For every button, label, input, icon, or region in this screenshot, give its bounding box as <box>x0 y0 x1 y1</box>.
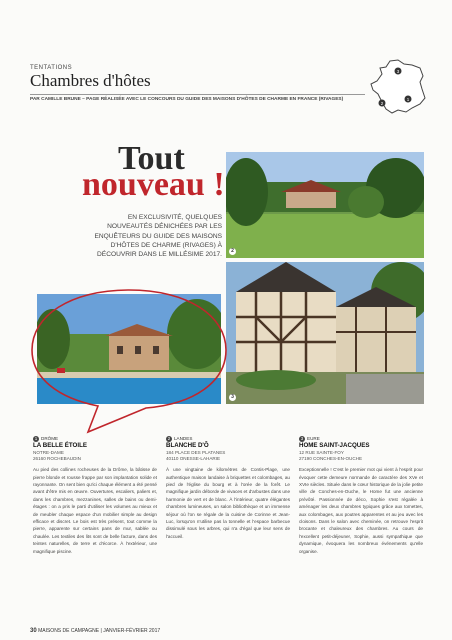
entry-address-line-1: 12 RUE SAINTE-FOY <box>299 450 344 456</box>
photo-home-saint-jacques <box>226 262 424 404</box>
entry-name: BLANCHE D'Ô <box>166 442 209 450</box>
entry-name: LA BELLE ÉTOILE <box>33 442 87 450</box>
entry-region: 1 DRÔME <box>34 436 59 441</box>
intro-text: EN EXCLUSIVITÉ, QUELQUES NOUVEAUTÉS DÉNICHÉES PAR LES ENQUÊTEURS DU GUIDE DES MAISONS D'HÔTES DE CHARME (RIVAGES) À DÉCOUVRIR DANS LE MILLÉSIME 2017. <box>94 214 222 259</box>
issue-date: | JANVIER-FÉVRIER 2017 <box>100 628 161 634</box>
svg-text:2: 2 <box>380 101 384 106</box>
headline-line-2: nouveau ! <box>82 166 225 203</box>
france-map <box>368 58 430 118</box>
map-marker-3 <box>395 68 402 75</box>
garden-house-illustration <box>226 152 424 258</box>
entry-description: À une vingtaine de kilomètres de Contis-Plage, une authentique maison landaise à briquettes et colombages, au pied de l'église du bourg et à l'orée de la forêt. Le magnifique jardin déborde de vivaces et d'arbustes dans une harmonie de vert et de blanc. À l'intérieur, quatre élégantes chambres lumineuses, un salon bibliothèque et un immense séjour où l'on se régale de la cuisine de Corinne et Jean-Luc, lorsqu'on n'utilise pas la tonnelle et l'espace barbecue dissimulé sous les arbres, qui n'a d'égal que leur sens de l'accueil. <box>166 467 290 539</box>
svg-text:1: 1 <box>406 97 410 102</box>
photo-number-badge: 3 <box>229 394 236 401</box>
entry-2 <box>166 436 290 540</box>
callout-bubble <box>28 286 230 436</box>
entry-address-line-2: 26160 ROCHEBAUDIN <box>33 456 81 462</box>
entry-address-line-1: 184 PLACE DES PLATANES <box>166 450 226 456</box>
entry-description: Au pied des collines rocheuses de la Drôme, la bâtisse de pierre blonde et rousse frappe par son implantation solide et rayonnante. On sent bien qu'ici chaque élément a été pensé avant d'être mis en œuvre. Ouvertures, escaliers, paliers et, dans les chambres, mezzanines, salles de bains ou demi-étages : on a pris le parti d'utiliser les volumes au mieux et de meubler chaque espace d'un mobilier simple au design efficace et discret. Le bois est très présent, tout comme la pierre, apparente sur certains pans de mur, sablée ou chaulée. Les textiles des lits sont de belle facture, dans des teintes naturelles, de terre et d'écorce. À l'extérieur, une magnifique piscine. <box>33 467 157 554</box>
section-title: Chambres d'hôtes <box>30 71 151 90</box>
map-marker-1 <box>405 96 412 103</box>
header-divider <box>30 94 365 95</box>
entry-number-badge: 3 <box>300 436 304 441</box>
entry-address-line-2: 40110 ONESSE-LAHARIE <box>166 456 221 462</box>
entry-description: Exceptionnelle ! C'est le premier mot qui vient à l'esprit pour évoquer cette demeure normande de caractère des XVe et XVIe siècles. Située dans le cœur historique de la jolie petite ville de Conches-en-Ouche, le Home fut une ancienne prévôté. Passionnée de déco, Sophie s'est régalée à aménager les deux chambres typiques grâce aux tomettes, aux colombages, aux poutres apparentes et au jeu avec les cloisons. Dans le salon avec cheminée, on retrouve l'esprit brocante et chaleureux des chambres. Au cours de l'excellent petit-déjeuner, Sophie, aussi sympathique que dynamique, évoquera les nombreux événements qu'elle organise. <box>299 467 423 554</box>
entry-name: HOME SAINT-JACQUES <box>299 442 370 450</box>
entry-address-line-1: NOTRE-DAME <box>33 450 64 456</box>
photo-blanche-do <box>226 152 424 258</box>
section-kicker: TENTATIONS <box>30 65 73 71</box>
entry-1 <box>33 436 157 555</box>
svg-text:3: 3 <box>396 69 400 74</box>
author-credit: PAR CAMILLE BRUNE – PAGE RÉALISÉE AVEC LE CONCOURS DU GUIDE DES MAISONS D'HÔTES DE CHARME EN FRANCE (RIVAGES) <box>30 97 344 102</box>
photo-number-badge: 2 <box>229 248 236 255</box>
entry-3 <box>299 436 423 555</box>
map-marker-2 <box>379 100 386 107</box>
headline-line-1: Tout <box>118 140 185 177</box>
entry-region: 3 EURE <box>300 436 320 441</box>
page-number: 30 <box>30 628 37 634</box>
entry-number-badge: 2 <box>167 436 171 441</box>
page-footer <box>30 628 160 634</box>
entry-region: 2 LANDES <box>167 436 193 441</box>
entry-address-line-2: 27190 CONCHES-EN-OUCHE <box>299 456 363 462</box>
entry-number-badge: 1 <box>34 436 38 441</box>
magazine-name: MAISONS DE CAMPAGNE <box>38 628 100 634</box>
timber-house-illustration <box>226 262 424 404</box>
